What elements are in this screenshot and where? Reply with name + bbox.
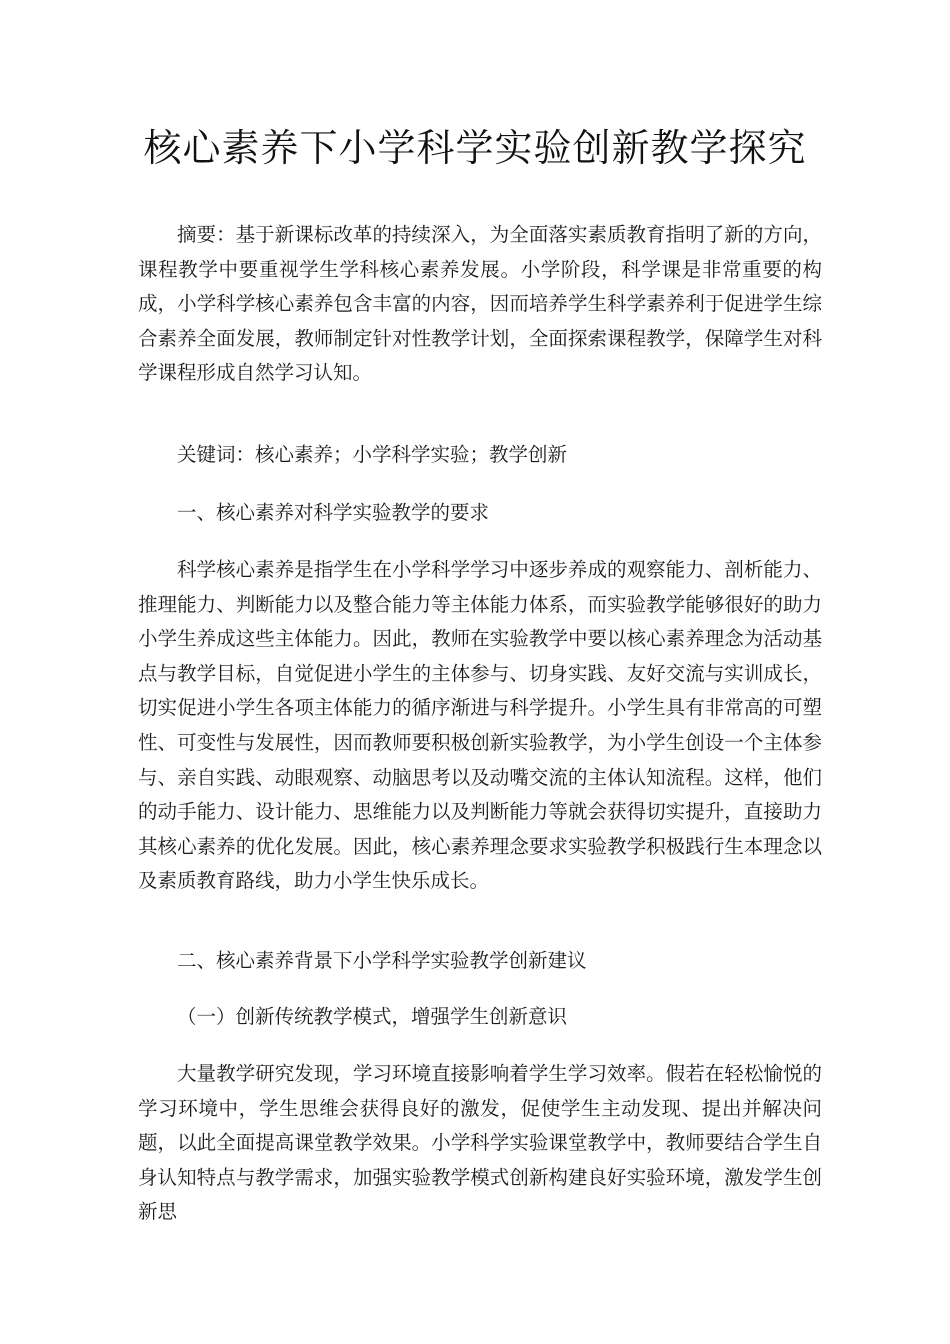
section-heading-2: 二、核心素养背景下小学科学实验教学创新建议 (177, 949, 587, 972)
abstract-paragraph: 摘要：基于新课标改革的持续深入，为全面落实素质教育指明了新的方向，课程教学中要重视学生学科核心素养发展。小学阶段，科学课是非常重要的构成，小学科学核心素养包含丰富的内容，因而培养学生科学素养利于促进学生综合素养全面发展，教师制定针对性教学计划，全面探索课程教学，保障学生对科学课程形成自然学习认知。 (138, 223, 822, 385)
document-title: 核心素养下小学科学实验创新教学探究 (143, 126, 807, 170)
subsection-heading-1: （一）创新传统教学模式，增强学生创新意识 (177, 1005, 568, 1028)
subsection-1-paragraph: 大量教学研究发现，学习环境直接影响着学生学习效率。假若在轻松愉悦的学习环境中，学生思维会获得良好的激发，促使学生主动发现、提出并解决问题，以此全面提高课堂教学效果。小学科学实验课堂教学中，教师要结合学生自身认知特点与教学需求，加强实验教学模式创新构建良好实验环境，激发学生创新思 (138, 1062, 822, 1224)
keywords-line: 关键词：核心素养；小学科学实验；教学创新 (177, 443, 568, 466)
section-1-paragraph: 科学核心素养是指学生在小学科学学习中逐步养成的观察能力、剖析能力、推理能力、判断能力以及整合能力等主体能力体系，而实验教学能够很好的助力小学生养成这些主体能力。因此，教师在实验教学中要以核心素养理念为活动基点与教学目标，自觉促进小学生的主体参与、切身实践、友好交流与实训成长，切实促进小学生各项主体能力的循序渐进与科学提升。小学生具有非常高的可塑性、可变性与发展性，因而教师要积极创新实验教学，为小学生创设一个主体参与、亲自实践、动眼观察、动脑思考以及动嘴交流的主体认知流程。这样，他们的动手能力、设计能力、思维能力以及判断能力等就会获得切实提升，直接助力其核心素养的优化发展。因此，核心素养理念要求实验教学积极践行生本理念以及素质教育路线，助力小学生快乐成长。 (138, 558, 822, 893)
section-heading-1: 一、核心素养对科学实验教学的要求 (177, 501, 490, 524)
